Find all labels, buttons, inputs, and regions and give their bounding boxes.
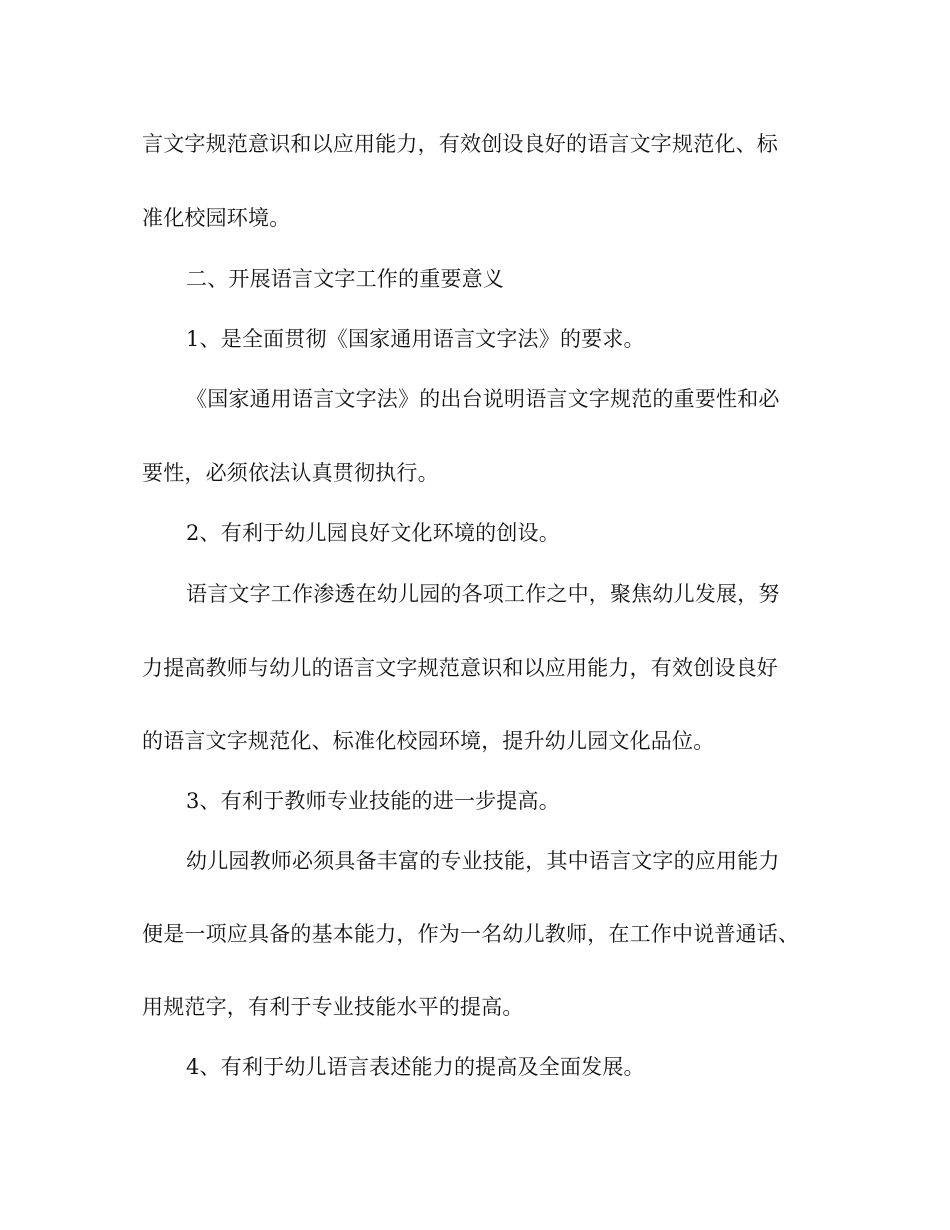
numbered-point-heading: 4、有利于幼儿语言表述能力的提高及全面发展。 [186, 1055, 645, 1079]
paragraph-first-line: 幼儿园教师必须具备丰富的专业技能，其中语言文字的应用能力 [186, 849, 780, 873]
section-heading: 二、开展语言文字工作的重要意义 [186, 267, 504, 291]
numbered-point-heading: 2、有利于幼儿园良好文化环境的创设。 [186, 521, 560, 545]
paragraph-continuation-line: 力提高教师与幼儿的语言文字规范意识和以应用能力，有效创设良好 [142, 656, 778, 680]
paragraph-continuation-line: 要性，必须依法认真贯彻执行。 [142, 461, 439, 485]
paragraph-continuation-line: 准化校园环境。 [142, 206, 291, 230]
paragraph-continuation-line: 便是一项应具备的基本能力，作为一名幼儿教师，在工作中说普通话、 [142, 922, 800, 946]
paragraph-first-line: 语言文字工作渗透在幼儿园的各项工作之中，聚焦幼儿发展，努 [186, 582, 780, 606]
paragraph-continuation-line: 用规范字，有利于专业技能水平的提高。 [142, 995, 524, 1019]
paragraph-continuation-line: 的语言文字规范化、标准化校园环境，提升幼儿园文化品位。 [142, 729, 715, 753]
numbered-point-heading: 1、是全面贯彻《国家通用语言文字法》的要求。 [186, 327, 645, 351]
numbered-point-heading: 3、有利于教师专业技能的进一步提高。 [186, 789, 560, 813]
paragraph-first-line: 《国家通用语言文字法》的出台说明语言文字规范的重要性和必 [186, 387, 780, 411]
paragraph-continuation-line: 言文字规范意识和以应用能力，有效创设良好的语言文字规范化、标 [142, 132, 778, 156]
